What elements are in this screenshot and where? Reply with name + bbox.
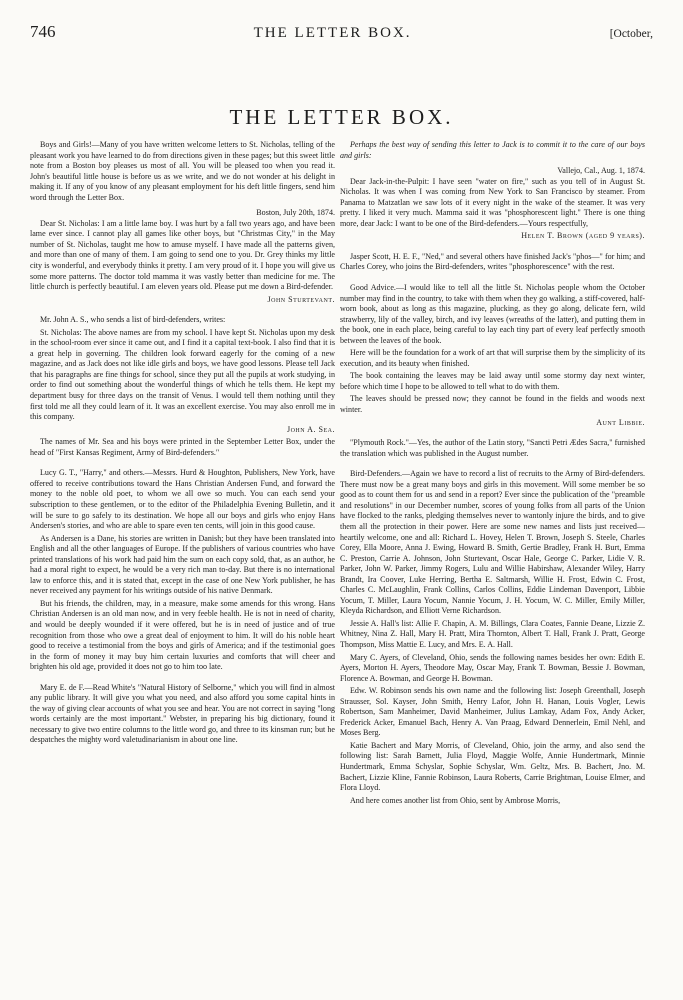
bird-defenders: Bird-Defenders.—Again we have to record a list of recruits to the Army of Bird-defenders. There must now be a great many boys and girls in this movement. Will some member be so good as to count them for us and send in a report? Ever since the publication of the "preamble and resolutions" in our December number, scores of young folks from all parts of the Union have flocked to the ranks, pledging themselves never to wantonly injure the birds, and to give them all the protection in their power. Here are some new names and lists just received—heartily welcome, one and all: Richard L. Hovey, Helen T. Brown, Joseph S. Steele, Charles Corey, Ella Moore, Anna J. Ewing, Howard B. Smith, Gertie Bradley, Frank H. Burt, Emma C. Preston, Carrie A. Johnson, John Sturtevant, Oscar Hale, George C. Parker, Lidie V. R. Parker, John W. Parker, Jimmy Rogers, Lulu and Willie Habirshaw, Alexander Wiley, Harry Brandt, Ira Coover, Luke Herring, Bertha E. Saltmarsh, Willie H. Frost, Edwin C. Frost, Charles C. McLaughlin, Frank Collins, Carlos Collins, Eddie Lindeman Davenport, Libbie Yocum, T. Miller, Laura Yocum, Nannie Yocum, J. H. Yocum, W. C. Miller, Emily Miller, Kleyda Richardson, and Elliott Verne Richardson. bbox=[340, 469, 645, 616]
jack-letter-intro: Perhaps the best way of sending this letter to Jack is to commit it to the care of our boys and girls: bbox=[340, 140, 645, 160]
brown-letter: Dear Jack-in-the-Pulpit: I have seen "water on fire," such as you tell of in August St. Nicholas. It was when I was coming from New York to San Francisco by steamer. From Panama to Matzatlan we saw lots of it every night in the wake of the steamer. It was very pretty. I liked it very much. Mamma said it was "phosphorescent light." There is one thing more, dear Jack: I want to be one of the Bird-defenders.—Yours respectfully, bbox=[340, 176, 645, 228]
signature-sturtevant: John Sturtevant. bbox=[267, 294, 335, 304]
running-month: [October, bbox=[609, 28, 653, 40]
left-column bbox=[30, 140, 335, 990]
phosphorescence-note: Jasper Scott, H. E. F., "Ned," and several others have finished Jack's "phos—" for him; and Charles Corey, who joins the Bird-defenders, writes "phosphorescence" with the rest. bbox=[340, 251, 645, 272]
signature-aunt-libbie: Aunt Libbie. bbox=[596, 417, 645, 427]
dateline-boston: Boston, July 20th, 1874. bbox=[256, 208, 335, 218]
section-title: THE LETTER BOX. bbox=[229, 105, 454, 129]
right-column bbox=[340, 140, 645, 990]
ohio-list-start: And here comes another list from Ohio, sent by Ambrose Morris, bbox=[350, 795, 561, 805]
boston-boy-intro: Boys and Girls!—Many of you have written welcome letters to St. Nicholas, telling of the pleasant work you have learned to do from directions given in these pages; but this sweet little note from a Boston boy pleases us most of all. You will be pleased too when you read it. John's beautiful little house is before us as we write, and we do not wonder at his delight in making it. If any of you know of any pleasant employment for his deft little fingers, send him word through the Letter Box. bbox=[30, 140, 335, 202]
page-number: 746 bbox=[30, 22, 56, 41]
running-title: THE LETTER BOX. bbox=[253, 25, 412, 41]
dateline-vallejo: Vallejo, Cal., Aug. 1, 1874. bbox=[557, 166, 645, 176]
hall-list: Jessie A. Hall's list: Allie F. Chapin, A. M. Billings, Clara Coates, Fannie Deane, Lizzie Z. Whitney, Nina Z. Hall, Mary H. Pratt, Mira Thornton, Albert T. Hall, Frank J. Pratt, George Thompson, Miss Mattie E. Lucy, and Mrs. E. A. Hall. bbox=[340, 618, 645, 649]
signature-brown: Helen T. Brown (aged 9 years). bbox=[521, 231, 645, 241]
running-head bbox=[30, 22, 653, 44]
good-advice-foundation: Here will be the foundation for a work of art that will surprise them by the simplicity of its execution, and its beauty when finished. bbox=[340, 348, 645, 368]
andersen-fund: Lucy G. T., "Harry," and others.—Messrs. Hurd & Houghton, Publishers, New York, have offered to receive contributions toward the Hans Christian Andersen Fund, and forward the money to the noble old poet, to whom we all owe so much. You can each send your subscription to these gentlemen, or to the editor of the Philadelphia Evening Bulletin, and it will be sure to go safely to its destination. We hope all our boys and girls who enjoy Hans Andersen's stories, and who are able to spare even ten cents, will join in this good cause. bbox=[30, 468, 335, 531]
signature-sea: John A. Sea. bbox=[286, 424, 335, 434]
good-advice: Good Advice.—I would like to tell all the little St. Nicholas people whom the October number may find in the country, to take with them when they go walking, a stiff-covered, half-worn book, about as long as this magazine, plucking, as they go along, delicate fern, wild strawberry, lily of the valley, birch, and ivy leaves (wreaths of the latter), and putting them in the book, one in each place, being careful to lay each tiny part of every leaf perfectly smooth between the leaves of the book. bbox=[340, 283, 645, 345]
andersen-translations: As Andersen is a Dane, his stories are written in Danish; but they have been translated into English and all the other languages of Europe. If the publishers of various countries who have printed translations of his work had paid him the sum on each copy sold, that, as an author, he had a moral right to expect, he would be a very rich man to-day. But there is no international law to enforce this, and it is stated that, except in the case of one New York publisher, he has never received any payment for his writings outside of his native Denmark. bbox=[30, 533, 335, 596]
good-advice-press: The leaves should be pressed now; they cannot be found in the fields and woods next winter. bbox=[340, 394, 645, 415]
kansas-regiment-note: The names of Mr. Sea and his boys were printed in the September Letter Box, under the head of "First Kansas Regiment, Army of Bird-defenders." bbox=[30, 437, 335, 457]
sea-letter: St. Nicholas: The above names are from my school. I have kept St. Nicholas upon my desk in the school-room ever since it came out, and I find it a capital text-book. I also find that it is a great help in governing. The children look forward eagerly for the coming of a new magazine, and as Jack does not like idle girls and boys, we have good lessons. Please tell Jack that his paragraphs are fine things for school, since they put all the pupils at work studying, in order to find out something about the wonderful things of which he tells them. He kept my department busy for three days on the transit of Venus. I would tell them nothing until they first told me all they could learn of it. It was an excellent exercise. You may also enroll me in this company. bbox=[30, 327, 335, 422]
ayers-list: Mary C. Ayers, of Cleveland, Ohio, sends the following names besides her own: Edith E. Ayers, Morton H. Ayers, Theodore May, Oscar May, Frank T. Bowman, Bessie J. Bowman, Florence A. Bowman, and George H. Bowman. bbox=[340, 652, 645, 683]
bachert-morris-list: Katie Bachert and Mary Morris, of Cleveland, Ohio, join the army, and also send the following list: Sarah Barnett, Julia Floyd, Maggie Wolfe, Annie Hundertmark, Minnie Hundertmark, Emma Schyslar, Sophie Schyslar, Wm. Geltz, Mrs. B. Bachert, Jno. M. Bachert, Lizzie Kline, Fannie Robinson, Laura Roberts, Carrie Brightman, Louise Elmer, and Flora Lloyd. bbox=[340, 740, 645, 793]
andersen-friends: But his friends, the children, may, in a measure, make some amends for this wrong. Hans Christian Andersen is an old man now, and in very feeble health. He is not in need of charity, and would be deeply wounded if it were offered, but he is in need of justice and of true recognition from those who owe a great deal of enjoyment to him. It will do his noble heart good to receive a testimonial from the boys and girls of America; and if the testimonial goes in the form of money it may buy him certain luxuries and comforts that will cheer and brighten his old age, provided it does not go to him too late. bbox=[30, 598, 335, 672]
sturtevant-letter: Dear St. Nicholas: I am a little lame boy. I was hurt by a fall two years ago, and have been lame ever since. I cannot play all games like other boys, but "Christmas City," in the May number of St. Nicholas, taught me how to amuse myself. I have made all the patterns given, and more than one of many of them. I am going to send one to you. Dr. Grey thinks my little city is wonderful, and everybody thinks it pretty. I am very proud of it. I hope you will give us some more patterns. The doctor told mamma it was vastly better than medicine for me. The little church is perfectly beautiful. I am eleven years old. Please put me down a Bird-defender. bbox=[30, 218, 335, 292]
good-advice-winter: The book containing the leaves may be laid away until some stormy day next winter, before which time I hope to be allowed to tell what to do with them. bbox=[340, 371, 645, 391]
selborne-reply: Mary E. de F.—Read White's "Natural History of Selborne," which you will find in almost any public library. It will give you what you need, and also afford you some capital hints in the way of giving clear accounts of what you see and hear. You are not correct in saying "long words certainly are the most important." Webster, in preparing his big dictionary, found it necessary to give two entire columns to the little word go, and three to its kinsman run; but he despatches the mighty word valetudinarianism in about one line. bbox=[30, 682, 335, 745]
plymouth-rock: "Plymouth Rock."—Yes, the author of the Latin story, "Sancti Petri Ædes Sacra," furnished the translation which was published in the August number. bbox=[340, 438, 645, 458]
robinson-list: Edw. W. Robinson sends his own name and the following list: Joseph Greenthall, Joseph Strausser, Sol. Kayser, John Smith, Henry Lafor, John H. Hanan, Louis Vogler, Lewis Robertson, Sam Manheimer, David Manheimer, Julius Lamkay, Adam Fox, Andy Acker, Frederick Acker, Emanuel Bach, Henry A. Van Praag, Edward Dennerlein, Emil Nehl, and Moses Berg. bbox=[340, 686, 645, 738]
mr-john-intro: Mr. John A. S., who sends a list of bird-defenders, writes: bbox=[40, 315, 226, 325]
